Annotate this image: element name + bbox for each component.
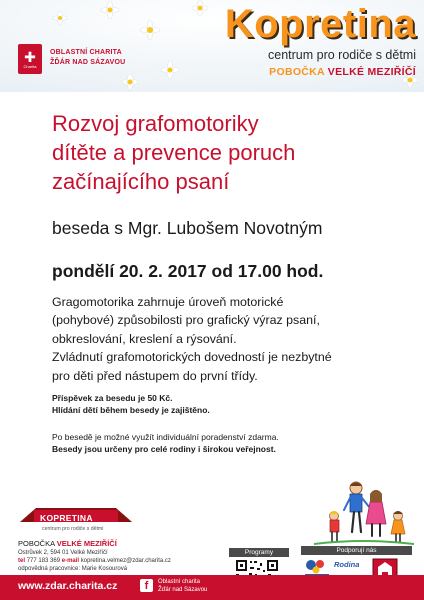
charita-logo-text: Charita [23,63,37,69]
email-label: e-mail [61,558,80,565]
branch-prefix: POBOČKA [269,66,325,78]
supporters-label: Podporují nás [301,546,412,555]
title-line-3: začínajícího psaní [52,169,230,194]
contact-info [18,539,218,574]
contact-line [18,557,218,565]
title-line-1: Rozvoj grafomotoriky [52,111,259,136]
tel-value[interactable]: 777 183 369 [26,558,61,565]
description-line: obkreslování, kreslení a rýsování. [52,331,237,346]
event-datetime: pondělí 20. 2. 2017 od 17.00 hod. [52,261,324,281]
description-line: Gragomotorika zahrnuje úroveň motorické [52,295,284,309]
footer-logo-text: KOPRETINA [40,513,93,523]
title-line-2: dítěte a prevence poruch [52,140,296,165]
facebook-icon[interactable]: f [140,579,153,592]
kopretina-footer-logo [18,506,134,536]
note-line-1: Po besedě je možné využít individuální poradenství zdarma. [52,432,279,442]
branch-city: VELKÉ MEZIŘÍČÍ [327,66,416,78]
programs-label: Programy [229,548,289,557]
event-subtitle: beseda s Mgr. Lubošem Novotným [52,218,323,238]
cross-icon: ✚ [24,48,36,65]
description-line: Zvládnutí grafomotorických dovedností je nezbytné [52,350,332,365]
price-info [52,392,392,416]
rodina-logo: Rodina [334,560,360,569]
brand-title: Kopretina [224,2,416,46]
tel-label: tel [18,558,26,565]
description-line: (pohybové) způsobilosti pro grafický výraz psaní, [52,313,320,328]
childcare-line: Hlídání dětí během besedy je zajištěno. [52,405,210,415]
description-line: pro děti před nástupem do první třídy. [52,368,258,383]
kopretina-brand [180,2,424,79]
event-description [52,293,392,385]
charity-name [50,48,125,68]
brand-subtitle: centrum pro rodiče s dětmi [268,48,416,62]
facebook-page-name[interactable] [158,578,207,594]
footer-logo-caption: centrum pro rodiče s dětmi [42,526,104,532]
charity-name-line1: OBLASTNÍ CHARITA [50,49,122,56]
branch-name [180,65,416,79]
contact-person: odpovědná pracovnice: Marie Kosourová [18,566,128,573]
charity-name-line2: ŽĎÁR NAD SÁZAVOU [50,59,126,66]
website-link[interactable]: www.zdar.charita.cz [18,580,118,592]
event-title [52,109,382,196]
price-line: Příspěvek za besedu je 50 Kč. [52,393,173,403]
charita-logo [18,44,42,74]
fb-line-1: Oblastní charita [158,579,201,585]
org-name [18,539,218,549]
fb-line-2: Žďár nad Sázavou [158,587,208,593]
header-banner [0,0,424,92]
family-drawing-illustration [314,480,414,546]
address: Ostrůvek 2, 594 01 Velké Meziříčí [18,550,108,556]
additional-note [52,431,392,455]
org-prefix: POBOČKA [18,539,55,548]
email-link[interactable]: kopretina.velmez@zdar.charita.cz [80,558,171,565]
note-line-2: Besedy jsou určeny pro celé rodiny i širokou veřejnost. [52,444,276,454]
org-city: VELKÉ MEZIŘÍČÍ [56,539,117,548]
